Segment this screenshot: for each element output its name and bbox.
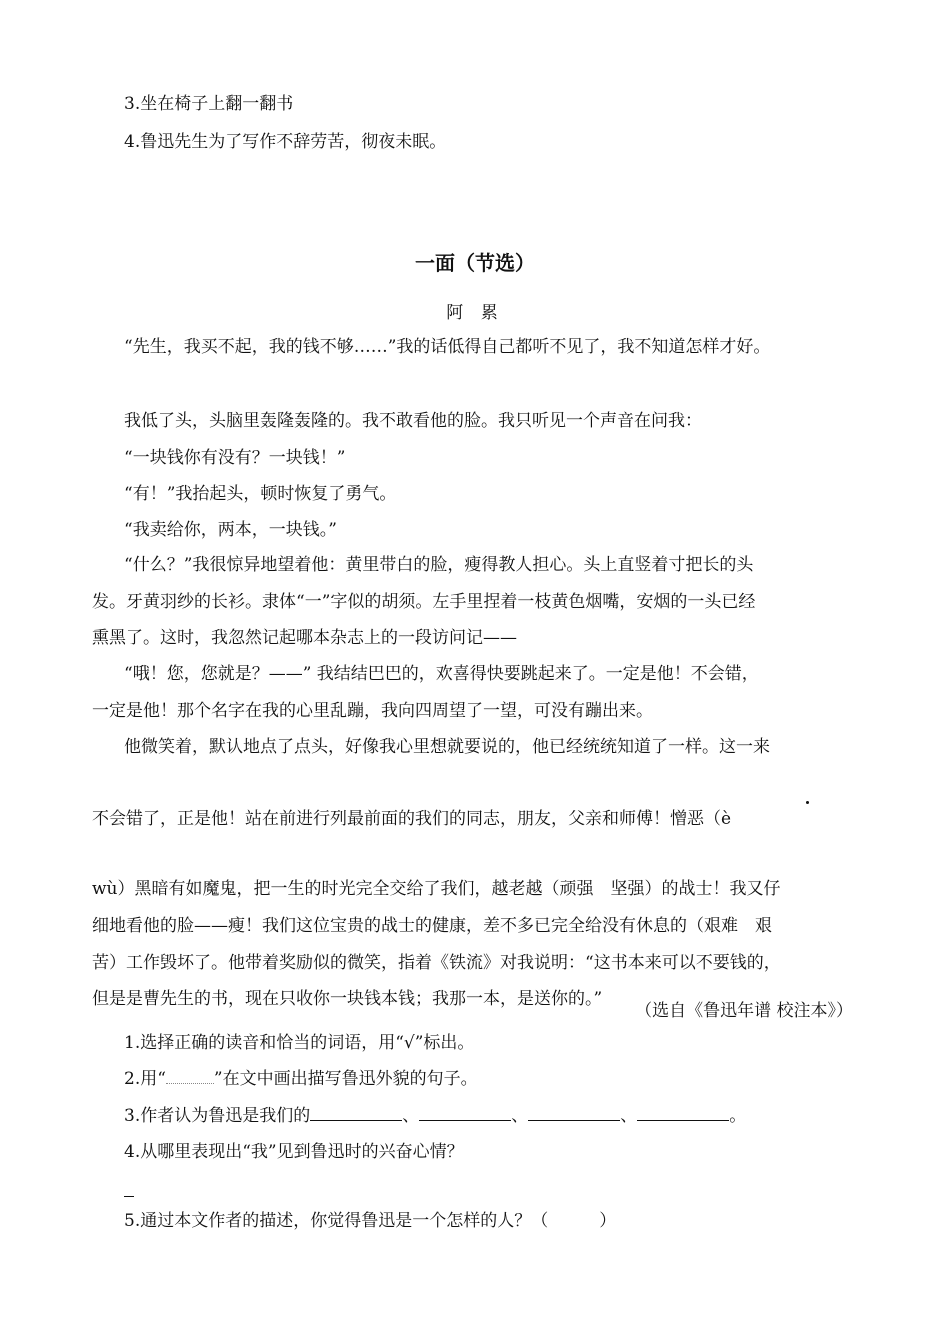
paragraph: 不会错了，正是他！站在前进行列最前面的我们的同志，朋友，父亲和师傅！憎恶（è — [92, 809, 732, 829]
answer-blank[interactable] — [637, 1106, 729, 1121]
paragraph: “有！”我抬起头，顿时恢复了勇气。 — [124, 484, 397, 504]
answer-line[interactable] — [124, 1196, 134, 1197]
paragraph: “哦！您，您就是？——” 我结结巴巴的，欢喜得快要跳起来了。一定是他！不会错， — [124, 664, 759, 684]
list-item: 3.坐在椅子上翻一翻书 — [124, 94, 294, 114]
list-item: 4.鲁迅先生为了写作不辞劳苦，彻夜未眠。 — [124, 132, 447, 152]
paragraph: wù）黑暗有如魔鬼，把一生的时光完全交给了我们，越老越（顽强 坚强）的战士！我又仔 — [92, 879, 781, 899]
paragraph: “什么？”我很惊异地望着他：黄里带白的脸，瘦得教人担心。头上直竖着寸把长的头 — [124, 555, 754, 575]
answer-blank[interactable] — [419, 1106, 511, 1121]
answer-blank[interactable] — [310, 1106, 402, 1121]
answer-blank[interactable] — [528, 1106, 620, 1121]
wavy-line-mark — [166, 1071, 214, 1084]
paragraph: “先生，我买不起，我的钱不够……”我的话低得自己都听不见了，我不知道怎样才好。 — [124, 337, 771, 357]
paragraph: “一块钱你有没有？一块钱！” — [124, 448, 346, 468]
question-5: 5.通过本文作者的描述，你觉得鲁迅是一个怎样的人？（ ） — [124, 1211, 617, 1231]
paragraph: 一定是他！那个名字在我的心里乱蹦，我向四周望了一望，可没有蹦出来。 — [92, 701, 653, 721]
article-author: 阿 累 — [446, 303, 504, 323]
article-title: 一面（节选） — [415, 251, 535, 275]
source-citation: （选自《鲁迅年谱 校注本》） — [635, 1001, 853, 1021]
paragraph: 发。牙黄羽纱的长衫。隶体“一”字似的胡须。左手里捏着一枝黄色烟嘴，安烟的一头已经 — [92, 592, 756, 612]
question-3: 3.作者认为鲁迅是我们的 、 、 、 。 — [124, 1106, 747, 1126]
question-2: 2.用“ ”在文中画出描写鲁迅外貌的句子。 — [124, 1069, 478, 1089]
paragraph: 但是是曹先生的书，现在只收你一块钱本钱；我那一本，是送你的。” — [92, 989, 603, 1009]
question-1: 1.选择正确的读音和恰当的词语，用“√”标出。 — [124, 1033, 475, 1053]
emphasis-dot — [806, 801, 809, 804]
paragraph: 他微笑着，默认地点了点头，好像我心里想就要说的，他已经统统知道了一样。这一来 — [124, 737, 770, 757]
paragraph: 熏黑了。这时，我忽然记起哪本杂志上的一段访问记—— — [92, 628, 517, 648]
question-4: 4.从哪里表现出“我”见到鲁迅时的兴奋心情？ — [124, 1142, 464, 1162]
paragraph: 细地看他的脸——瘦！我们这位宝贵的战士的健康，差不多已完全给没有休息的（艰难 艰 — [92, 916, 772, 936]
paragraph: 我低了头，头脑里轰隆轰隆的。我不敢看他的脸。我只听见一个声音在问我： — [124, 411, 702, 431]
paragraph: “我卖给你，两本，一块钱。” — [124, 520, 337, 540]
paragraph: 苦）工作毁坏了。他带着奖励似的微笑，指着《铁流》对我说明：“这书本来可以不要钱的， — [92, 953, 781, 973]
